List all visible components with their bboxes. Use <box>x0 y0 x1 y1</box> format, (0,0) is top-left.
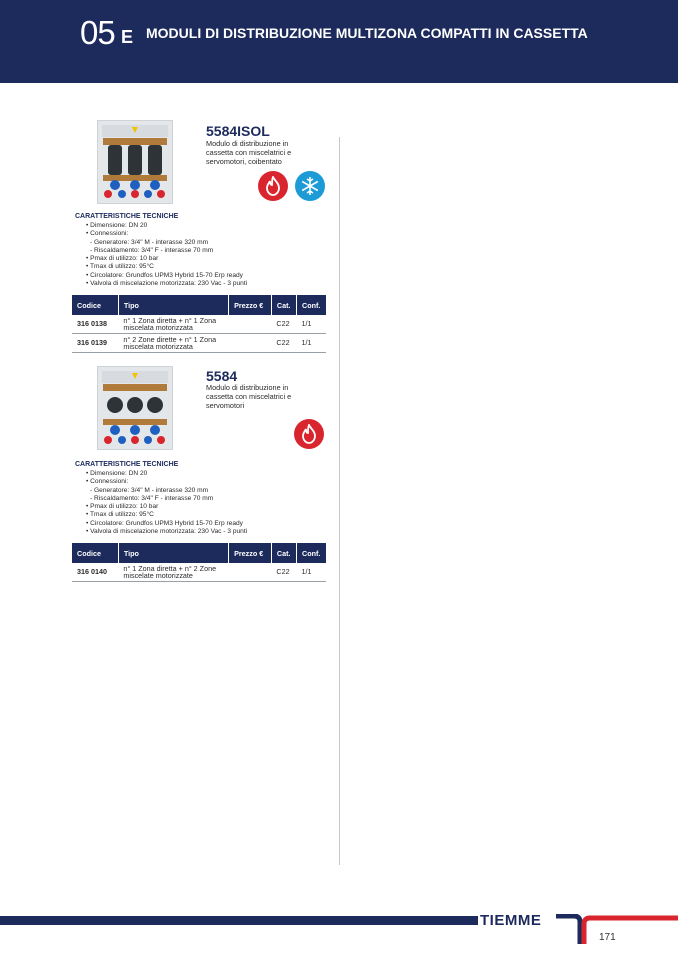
table-row: 316 0139 n° 2 Zone dirette + n° 1 Zona miscelata motorizzata C22 1/1 <box>72 334 326 353</box>
column-divider <box>339 137 340 865</box>
table-header-row: Codice Tipo Prezzo € Cat. Conf. <box>72 543 326 563</box>
brand-mark-icon <box>556 914 678 946</box>
fire-icon <box>258 171 288 201</box>
table-header-row: Codice Tipo Prezzo € Cat. Conf. <box>72 295 326 315</box>
price-table <box>72 543 326 582</box>
product-image <box>97 120 173 204</box>
specs-list: • Dimensione: DN 20 • Connessioni: - Generatore: 3/4" M - interasse 320 mm - Riscaldamento: 3/4" F - interasse 70 mm • Pmax di utilizzo: 10 bar • Tmax di utilizzo: 95°C • Circolatore: Grundfos UPM3 Hybrid 15-70 Erp ready • Valvola di miscelazione motorizzata: 230 Vac - 3 punti <box>86 470 248 536</box>
table-row: 316 0140 n° 1 Zona diretta + n° 2 Zone miscelate motorizzate C22 1/1 <box>72 563 326 582</box>
section-title: MODULI DI DISTRIBUZIONE MULTIZONA COMPATTI IN CASSETTA <box>146 25 588 41</box>
section-number: 05 <box>80 14 115 51</box>
product-description: Modulo di distribuzione in cassetta con miscelatrici e servomotori, coibentato <box>206 139 292 166</box>
footer-bar <box>0 916 478 925</box>
brand-logo: TIEMME <box>480 912 542 929</box>
specs-title: CARATTERISTICHE TECNICHE <box>75 213 179 220</box>
table-row: 316 0138 n° 1 Zona diretta + n° 1 Zona miscelata motorizzata C22 1/1 <box>72 315 326 334</box>
fire-icon <box>294 419 324 449</box>
product-code: 5584ISOL <box>206 123 270 139</box>
section-header <box>0 0 678 83</box>
specs-list: • Dimensione: DN 20 • Connessioni: - Generatore: 3/4" M - interasse 320 mm - Riscaldamento: 3/4" F - interasse 70 mm • Pmax di utilizzo: 10 bar • Tmax di utilizzo: 95°C • Circolatore: Grundfos UPM3 Hybrid 15-70 Erp ready • Valvola di miscelazione motorizzata: 230 Vac - 3 punti <box>86 222 248 288</box>
page-number: 171 <box>599 932 616 943</box>
product-description: Modulo di distribuzione in cassetta con miscelatrici e servomotori <box>206 383 292 410</box>
product-image <box>97 366 173 450</box>
specs-title: CARATTERISTICHE TECNICHE <box>75 461 179 468</box>
product-code: 5584 <box>206 368 238 384</box>
price-table <box>72 295 326 353</box>
snowflake-icon <box>295 171 325 201</box>
section-letter: E <box>121 27 134 47</box>
